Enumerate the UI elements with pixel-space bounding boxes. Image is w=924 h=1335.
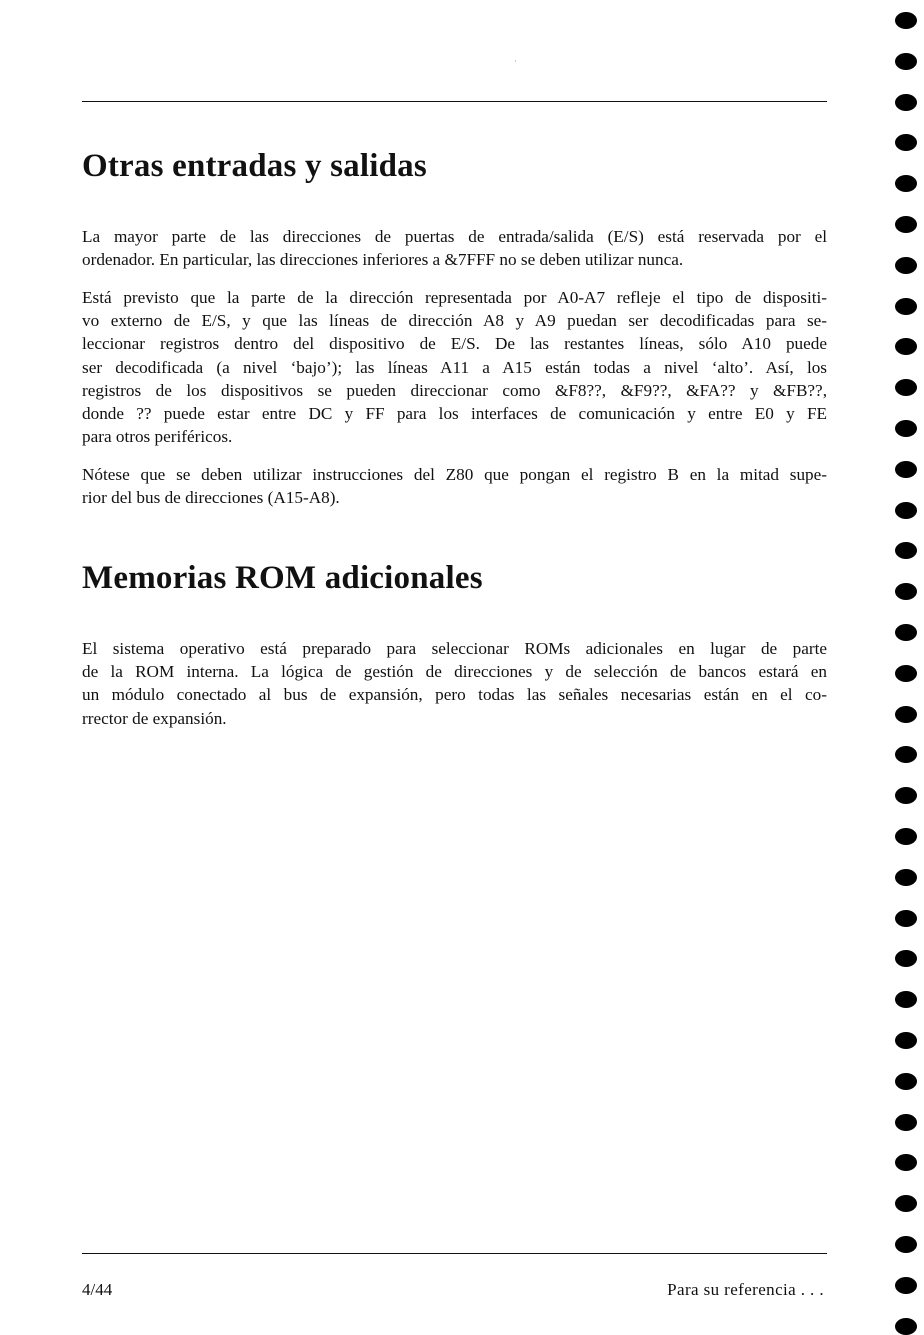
binding-hole xyxy=(895,787,917,804)
binding-hole xyxy=(895,1195,917,1212)
binding-hole xyxy=(895,502,917,519)
binding-hole xyxy=(895,1114,917,1131)
binding-hole xyxy=(895,828,917,845)
text-line: ordenador. En particular, las direcciones inferiores a &7FFF no se deben utilizar nunca. xyxy=(82,250,684,270)
text-line: rior del bus de direcciones (A15-A8). xyxy=(82,488,340,508)
top-rule xyxy=(82,101,827,102)
text-line: un módulo conectado al bus de expansión, pero todas las señales necesarias están en el co- xyxy=(82,685,827,705)
binding-hole xyxy=(895,1277,917,1294)
binding-holes xyxy=(895,0,924,1334)
binding-hole xyxy=(895,461,917,478)
binding-hole xyxy=(895,298,917,315)
binding-hole xyxy=(895,338,917,355)
paragraph xyxy=(82,225,827,271)
binding-hole xyxy=(895,379,917,396)
binding-hole xyxy=(895,746,917,763)
text-line: La mayor parte de las direcciones de puertas de entrada/salida (E/S) está reservada por el xyxy=(82,227,827,246)
binding-hole xyxy=(895,12,917,29)
binding-hole xyxy=(895,991,917,1008)
text-line: leccionar registros dentro del dispositivo de E/S. De las restantes líneas, sólo A10 puede xyxy=(82,334,827,354)
binding-hole xyxy=(895,53,917,70)
bottom-rule xyxy=(82,1253,827,1254)
section-title-otras-entradas: Otras entradas y salidas xyxy=(82,148,427,184)
binding-hole xyxy=(895,542,917,559)
binding-hole xyxy=(895,134,917,151)
binding-hole xyxy=(895,1236,917,1253)
binding-hole xyxy=(895,1032,917,1049)
binding-hole xyxy=(895,869,917,886)
text-line: donde ?? puede estar entre DC y FF para los interfaces de comunicación y entre E0 y FE xyxy=(82,404,827,424)
text-line: vo externo de E/S, y que las líneas de dirección A8 y A9 puedan ser decodificadas para se- xyxy=(82,311,827,331)
binding-hole xyxy=(895,94,917,111)
paragraph xyxy=(82,286,827,448)
text-line: Está previsto que la parte de la dirección representada por A0-A7 refleje el tipo de dispositi- xyxy=(82,288,827,307)
text-line: para otros periféricos. xyxy=(82,427,233,447)
text-line: rrector de expansión. xyxy=(82,708,227,728)
binding-hole xyxy=(895,216,917,233)
binding-hole xyxy=(895,1154,917,1171)
binding-hole xyxy=(895,950,917,967)
paragraph xyxy=(82,637,827,730)
binding-hole xyxy=(895,665,917,682)
section-title-memorias-rom: Memorias ROM adicionales xyxy=(82,560,483,596)
binding-hole xyxy=(895,910,917,927)
running-title: Para su referencia . . . xyxy=(667,1280,824,1299)
page-number: 4/44 xyxy=(82,1280,113,1299)
scan-speck xyxy=(515,60,516,62)
text-line: Nótese que se deben utilizar instrucciones del Z80 que pongan el registro B en la mitad supe- xyxy=(82,465,827,484)
binding-hole xyxy=(895,175,917,192)
binding-hole xyxy=(895,420,917,437)
binding-hole xyxy=(895,1318,917,1335)
paragraph xyxy=(82,463,827,509)
binding-hole xyxy=(895,706,917,723)
binding-hole xyxy=(895,583,917,600)
binding-hole xyxy=(895,1073,917,1090)
binding-hole xyxy=(895,257,917,274)
text-line: El sistema operativo está preparado para seleccionar ROMs adicionales en lugar de parte xyxy=(82,639,827,658)
text-line: ser decodificada (a nivel ‘bajo’); las líneas A11 a A15 están todas a nivel ‘alto’. Así, los xyxy=(82,357,827,377)
binding-hole xyxy=(895,624,917,641)
text-line: registros de los dispositivos se pueden direccionar como &F8??, &F9??, &FA?? y &FB??, xyxy=(82,380,827,400)
text-line: de la ROM interna. La lógica de gestión de direcciones y de selección de bancos estará en xyxy=(82,662,827,682)
